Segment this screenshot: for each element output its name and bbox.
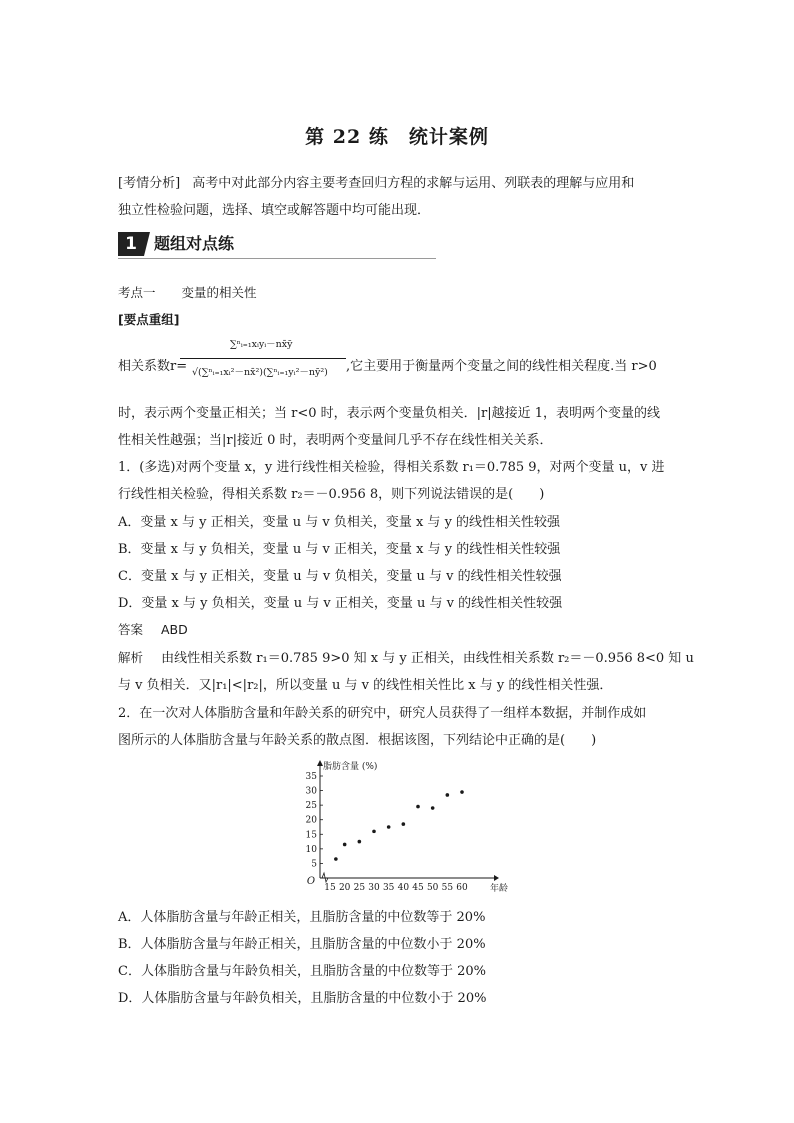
y-tick-label: 20	[305, 815, 317, 826]
q1-stem-1: 1．(多选)对两个变量 x，y 进行线性相关检验，得相关系数 r₁＝0.785 9，对两个变量 u，v 进	[118, 460, 665, 475]
page-title: 第 22 练 统计案例	[305, 126, 489, 148]
x-tick-label: 15	[324, 883, 336, 893]
y-tick-label: 5	[311, 859, 317, 870]
data-point	[431, 806, 435, 810]
correlation-formula	[178, 336, 348, 392]
formula-numerator: ∑ⁿᵢ₌₁xᵢyᵢ－nx̄ȳ	[230, 339, 293, 350]
x-tick-label: 20	[338, 883, 351, 893]
q1-analysis-2: 与 v 负相关．又|r₁|<|r₂|，所以变量 u 与 v 的线性相关性比 x 与 y 的线性相关性强．	[118, 678, 613, 693]
y-axis-title: 脂肪含量 (%)	[323, 762, 378, 772]
q2-stem-2: 图所示的人体脂肪含量与年龄关系的散点图．根据该图，下列结论中正确的是( )	[118, 733, 597, 748]
answer-value: ABD	[161, 622, 188, 637]
y-tick-label: 30	[305, 786, 317, 797]
q1-answer	[118, 620, 188, 638]
x-tick-label: 35	[382, 883, 395, 893]
topic-heading	[118, 283, 257, 301]
section-title: 题组对点练	[154, 234, 235, 253]
topic-name: 变量的相关性	[181, 285, 257, 300]
data-point	[460, 790, 464, 794]
fraction-bar	[180, 358, 346, 359]
y-tick-label: 15	[305, 830, 317, 841]
x-tick-label: 50	[426, 883, 439, 893]
q2-option-d: D．人体脂肪含量与年龄负相关，且脂肪含量的中位数小于 20%	[118, 991, 487, 1006]
data-point	[334, 857, 338, 861]
analysis-text-1: 由线性相关系数 r₁＝0.785 9>0 知 x 与 y 正相关，由线性相关系数 r₂＝－0.956 8<0 知 u	[161, 651, 694, 666]
section-number: 1	[118, 232, 144, 256]
explain-line-2: 性相关性越强；当|r|接近 0 时，表明两个变量间几乎不存在线性相关关系．	[118, 433, 553, 448]
origin-label: O	[306, 876, 316, 887]
data-point	[372, 830, 376, 834]
analysis-label: 解析	[118, 650, 144, 665]
scatter-plot	[298, 760, 508, 895]
q2-option-c: C．人体脂肪含量与年龄负相关，且脂肪含量的中位数等于 20%	[118, 964, 486, 979]
intro-paragraph	[118, 170, 682, 224]
q1-option-c: C．变量 x 与 y 正相关，变量 u 与 v 负相关，变量 u 与 v 的线性相关性较强	[118, 569, 562, 584]
x-tick-label: 45	[412, 883, 424, 893]
data-point	[358, 840, 362, 844]
x-tick-label: 60	[456, 883, 468, 893]
formula-denominator: √(∑ⁿᵢ₌₁xᵢ²－nx̄²)(∑ⁿᵢ₌₁yᵢ²－nȳ²)	[192, 367, 328, 378]
y-tick-label: 10	[305, 844, 317, 855]
x-tick-label: 55	[441, 883, 454, 893]
formula-suffix: ,它主要用于衡量两个变量之间的线性相关程度.当 r>0	[346, 359, 657, 374]
formula-prefix: 相关系数r=	[118, 359, 188, 374]
answer-label: 答案	[118, 622, 144, 637]
y-tick-label: 25	[305, 801, 317, 812]
x-tick-label: 30	[368, 883, 380, 893]
q1-analysis-1	[118, 647, 694, 666]
data-point	[416, 805, 420, 809]
x-tick-label: 40	[397, 883, 410, 893]
key-points-label: [要点重组]	[118, 312, 180, 327]
topic-label: 考点一	[118, 285, 156, 300]
data-point	[446, 793, 450, 797]
q1-stem-2: 行线性相关检验，得相关系数 r₂＝－0.956 8，则下列说法错误的是( )	[118, 487, 545, 502]
data-point	[343, 843, 347, 847]
data-point	[402, 822, 406, 826]
intro-text-2: 独立性检验问题，选择、填空或解答题中均可能出现．	[118, 203, 431, 218]
intro-text-1: 高考中对此部分内容主要考查回归方程的求解与运用、列联表的理解与应用和	[192, 176, 635, 191]
intro-lead: [考情分析]	[118, 176, 181, 191]
q1-option-a: A．变量 x 与 y 正相关，变量 u 与 v 负相关，变量 x 与 y 的线性相关性较强	[118, 515, 561, 530]
y-tick-label: 35	[305, 772, 317, 782]
x-axis-title: 年龄	[490, 884, 508, 894]
q2-stem-1: 2．在一次对人体脂肪含量和年龄关系的研究中，研究人员获得了一组样本数据，并制作成如	[118, 706, 647, 721]
section-banner	[118, 230, 436, 259]
q2-option-a: A．人体脂肪含量与年龄正相关，且脂肪含量的中位数等于 20%	[118, 910, 486, 925]
q1-option-d: D．变量 x 与 y 负相关，变量 u 与 v 正相关，变量 u 与 v 的线性相关性较强	[118, 596, 563, 611]
q1-option-b: B．变量 x 与 y 负相关，变量 u 与 v 正相关，变量 x 与 y 的线性相关性较强	[118, 542, 561, 557]
explain-line-1: 时，表示两个变量正相关；当 r<0 时，表示两个变量负相关．|r|越接近 1，表明两个变量的线	[118, 406, 661, 421]
q2-option-b: B．人体脂肪含量与年龄正相关，且脂肪含量的中位数小于 20%	[118, 937, 486, 952]
x-axis-arrow	[494, 875, 499, 881]
data-point	[387, 825, 391, 829]
x-tick-label: 25	[353, 883, 366, 893]
